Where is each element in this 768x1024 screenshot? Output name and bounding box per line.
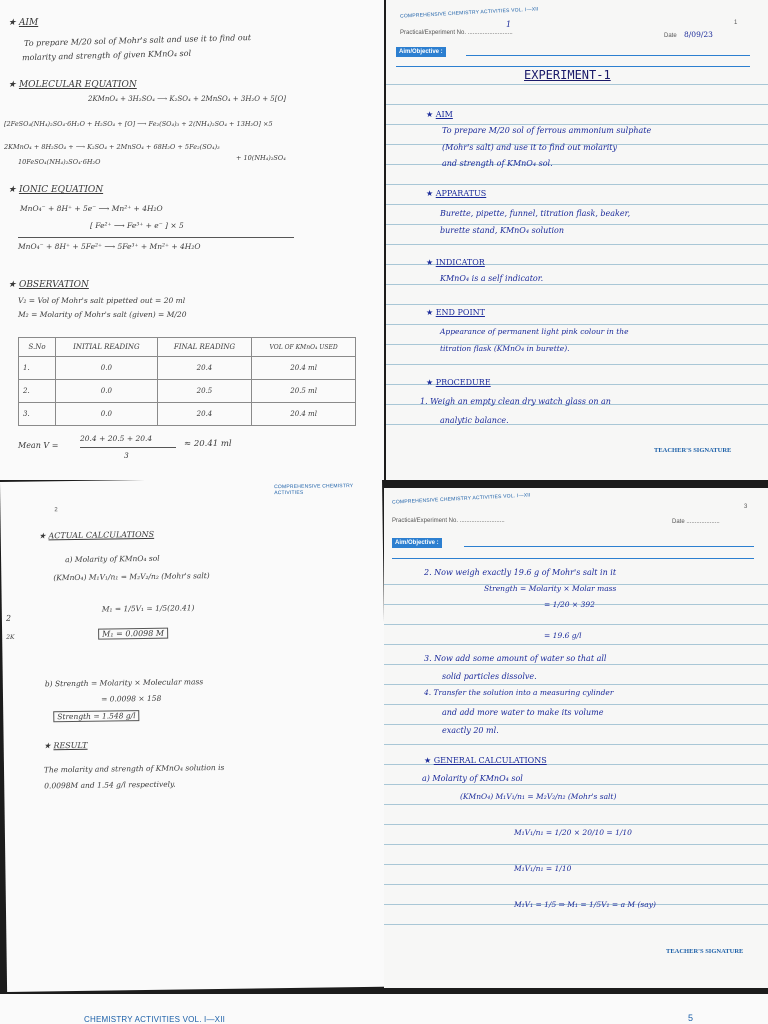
obs-line-1: V₂ = Vol of Mohr's salt pipetted out = 20 ml [18,296,186,305]
ruled-line [384,664,768,665]
ruled-line [386,124,768,125]
act-a-2: (KMnO₄) M₁V₁/n₁ = M₂V₂/n₂ (Mohr's salt) [53,571,210,583]
ruled-line [384,684,768,685]
mean-label: Mean V = [18,441,59,450]
mean-numerator: 20.4 + 20.5 + 20.4 [80,434,153,443]
ruled-line [386,304,768,305]
ruled-line [384,824,768,825]
objective-rule [396,66,750,67]
ruled-line [386,184,768,185]
page-bottom-right [384,488,768,988]
experiment-number: 1 [506,20,512,29]
mol-eq-4: 10FeSO₄(NH₄)₂SO₄·6H₂O [18,158,101,166]
ruled-line [384,704,768,705]
aim2-line-2: (Mohr's salt) and use it to find out molarity [442,143,618,152]
mol-eq-2: [2FeSO₄(NH₄)₂SO₄·6H₂O + H₂SO₄ + [O] ⟶ Fe₂(SO₄)₃ + 2(NH₄)₂SO₄ + 13H₂O] ×5 [4,120,273,128]
table-row [19,403,356,426]
indicator-heading: ★ INDICATOR [426,258,485,267]
ion-eq-3: MnO₄⁻ + 8H⁺ + 5Fe²⁺ ⟶ 5Fe³⁺ + Mn²⁺ + 4H₂O [18,242,201,251]
ion-eq-2: [ Fe²⁺ ⟶ Fe³⁺ + e⁻ ] × 5 [90,221,184,230]
experiment-label: Practical/Experiment No. ........................... [400,30,513,36]
ruled-line [386,324,768,325]
gen-line-1: a) Molarity of KMnO₄ sol [422,774,523,783]
end-point-line-2: titration flask (KMnO₄ in burette). [440,344,570,353]
step4-line-3: exactly 20 ml. [442,726,499,735]
table-cell: 2. [19,380,56,403]
result-line-2: 0.0098M and 1.54 g/l respectively. [44,779,176,791]
aim-line-1: To prepare M/20 sol of Mohr's salt and use it to find out [23,33,252,48]
apparatus-line-1: Burette, pipette, funnel, titration flask, beaker, [440,209,631,218]
table-header-row [19,338,356,357]
teacher-signature-label: TEACHER'S SIGNATURE [654,447,732,454]
table-cell: 1. [19,357,56,380]
observation-heading: ★ OBSERVATION [8,280,89,290]
procedure-line-2: analytic balance. [440,416,509,425]
ruled-line [384,864,768,865]
ruled-line [386,84,768,85]
ruled-line [386,364,768,365]
step2-line-2: Strength = Molarity × Molar mass [484,584,617,593]
ruled-line [386,244,768,245]
table-cell: 20.4 ml [252,357,356,380]
act-b-3: Strength = 1.548 g/l [53,710,139,722]
step2-line-3: = 1/20 × 392 [544,600,595,609]
page-bottom-strip [0,994,768,1024]
page-top-right [386,0,768,480]
observation-table [18,337,356,426]
apparatus-heading: ★ APPARATUS [426,189,487,198]
apparatus-line-2: burette stand, KMnO₄ solution [440,226,564,235]
mol-eq-1: 2KMnO₄ + 3H₂SO₄ ⟶ K₂SO₄ + 2MnSO₄ + 3H₂O + 5[O] [88,95,286,103]
table-cell: 20.4 [157,357,252,380]
page-number: 5 [688,1013,694,1023]
end-point-line-1: Appearance of permanent light pink colour in the [440,327,629,336]
ruled-line [386,224,768,225]
edge-mark-1: 2 [5,613,12,623]
table-cell: 20.4 ml [252,403,356,426]
table-row [19,380,356,403]
aim2-line-3: and strength of KMnO₄ sol. [442,159,553,168]
gen-line-4: M₁V₁/n₁ = 1/10 [514,864,572,873]
mol-eq-3: 2KMnO₄ + 8H₂SO₄ + ⟶ K₂SO₄ + 2MnSO₄ + 68H₂O + 5Fe₂(SO₄)₃ [4,143,220,151]
edge-mark-2: 2K [6,633,15,641]
ruled-line [384,624,768,625]
ruled-line [384,644,768,645]
running-header: CHEMISTRY ACTIVITIES VOL. I—XII [84,1015,226,1024]
teacher-signature-label: TEACHER'S SIGNATURE [666,948,744,955]
act-a-3: M₁ = 1/5V₁ = 1/5(20.41) [101,603,195,614]
table-cell: 0.0 [56,380,158,403]
table-cell: 0.0 [56,403,158,426]
ruled-line [386,104,768,105]
table-header: S.No [19,338,56,357]
step2-line-1: 2. Now weigh exactly 19.6 g of Mohr's salt in it [424,568,617,577]
end-point-heading: ★ END POINT [426,308,485,317]
page-number: 1 [734,20,738,26]
ion-eq-1: MnO₄⁻ + 8H⁺ + 5e⁻ ⟶ Mn²⁺ + 4H₂O [20,204,163,213]
date-value: 8/09/23 [684,30,713,39]
step3-line-2: solid particles dissolve. [442,672,537,681]
ruled-line [386,284,768,285]
molecular-equation-heading: ★ MOLECULAR EQUATION [8,80,137,90]
obs-line-2: M₂ = Molarity of Mohr's salt (given) = M/20 [18,310,187,319]
procedure-heading: ★ PROCEDURE [426,378,491,387]
mean-fraction-bar [80,447,176,448]
gen-line-2: (KMnO₄) M₁V₁/n₁ = M₂V₂/n₂ (Mohr's salt) [460,792,617,801]
step4-line-2: and add more water to make its volume [442,708,604,717]
date-label: Date [664,33,677,39]
ruled-line [384,804,768,805]
page-top-left [0,0,384,480]
running-header: COMPREHENSIVE CHEMISTRY ACTIVITIES VOL. I—XII [391,492,531,506]
aim-heading-2: ★ AIM [426,110,453,119]
ruled-line [384,784,768,785]
page-number: 2 [54,507,58,514]
result-line-1: The molarity and strength of KMnO₄ solution is [43,762,225,775]
act-a-4: M₁ = 0.0098 M [98,628,168,640]
objective-rule [466,55,750,56]
aim-objective-label: Aim/Objective : [396,47,446,57]
ion-eq-rule [18,237,294,238]
step2-line-4: = 19.6 g/l [544,631,582,640]
step4-line-1: 4. Transfer the solution into a measuring cylinder [424,688,614,697]
act-a-1: a) Molarity of KMnO₄ sol [65,553,160,565]
procedure-line-1: 1. Weigh an empty clean dry watch glass on an [420,397,611,406]
ruled-line [386,204,768,205]
aim-heading: ★ AIM [8,18,39,28]
general-calculations-heading: ★ GENERAL CALCULATIONS [424,756,547,765]
gen-line-5: M₁V₁ = 1/5 ⇒ M₁ = 1/5V₁ = a M (say) [514,900,656,909]
table-cell: 20.5 ml [252,380,356,403]
experiment-title: EXPERIMENT-1 [524,68,611,82]
act-b-2: = 0.0098 × 158 [100,693,162,704]
objective-rule [464,546,754,547]
ruled-line [384,724,768,725]
ruled-line [384,884,768,885]
page-bottom-left [0,477,389,992]
step3-line-1: 3. Now add some amount of water so that all [424,654,607,663]
table-header: FINAL READING [157,338,252,357]
aim-line-2: molarity and strength of given KMnO₄ sol [21,48,192,63]
objective-rule [392,558,754,559]
table-row [19,357,356,380]
ruled-line [384,844,768,845]
ionic-equation-heading: ★ IONIC EQUATION [8,185,104,195]
result-heading: ★ RESULT [43,740,88,751]
actual-calculations-heading: ★ ACTUAL CALCULATIONS [38,529,155,541]
ruled-line [384,924,768,925]
mol-eq-5: + 10(NH₄)₂SO₄ [236,154,286,162]
running-header: COMPREHENSIVE CHEMISTRY ACTIVITIES VOL. I—XII [399,6,539,20]
page-number: 3 [744,504,748,510]
table-header: VOL OF KMnO₄ USED [252,338,356,357]
gen-line-3: M₁V₁/n₁ = 1/20 × 20/10 = 1/10 [514,828,632,837]
indicator-line-1: KMnO₄ is a self indicator. [440,274,544,283]
aim2-line-1: To prepare M/20 sol of ferrous ammonium sulphate [442,126,652,135]
table-header: INITIAL READING [56,338,158,357]
table-cell: 20.4 [157,403,252,426]
aim-objective-label: Aim/Objective : [392,538,442,548]
experiment-label: Practical/Experiment No. ........................... [392,518,505,524]
date-label: Date .................... [672,519,720,525]
table-cell: 0.0 [56,357,158,380]
act-b-1: b) Strength = Molarity × Molecular mass [44,677,204,689]
mean-result: ≈ 20.41 ml [184,439,232,449]
table-cell: 3. [19,403,56,426]
running-header: COMPREHENSIVE CHEMISTRY ACTIVITIES [274,483,354,497]
table-cell: 20.5 [157,380,252,403]
mean-denominator: 3 [124,451,129,460]
ruled-line [384,744,768,745]
